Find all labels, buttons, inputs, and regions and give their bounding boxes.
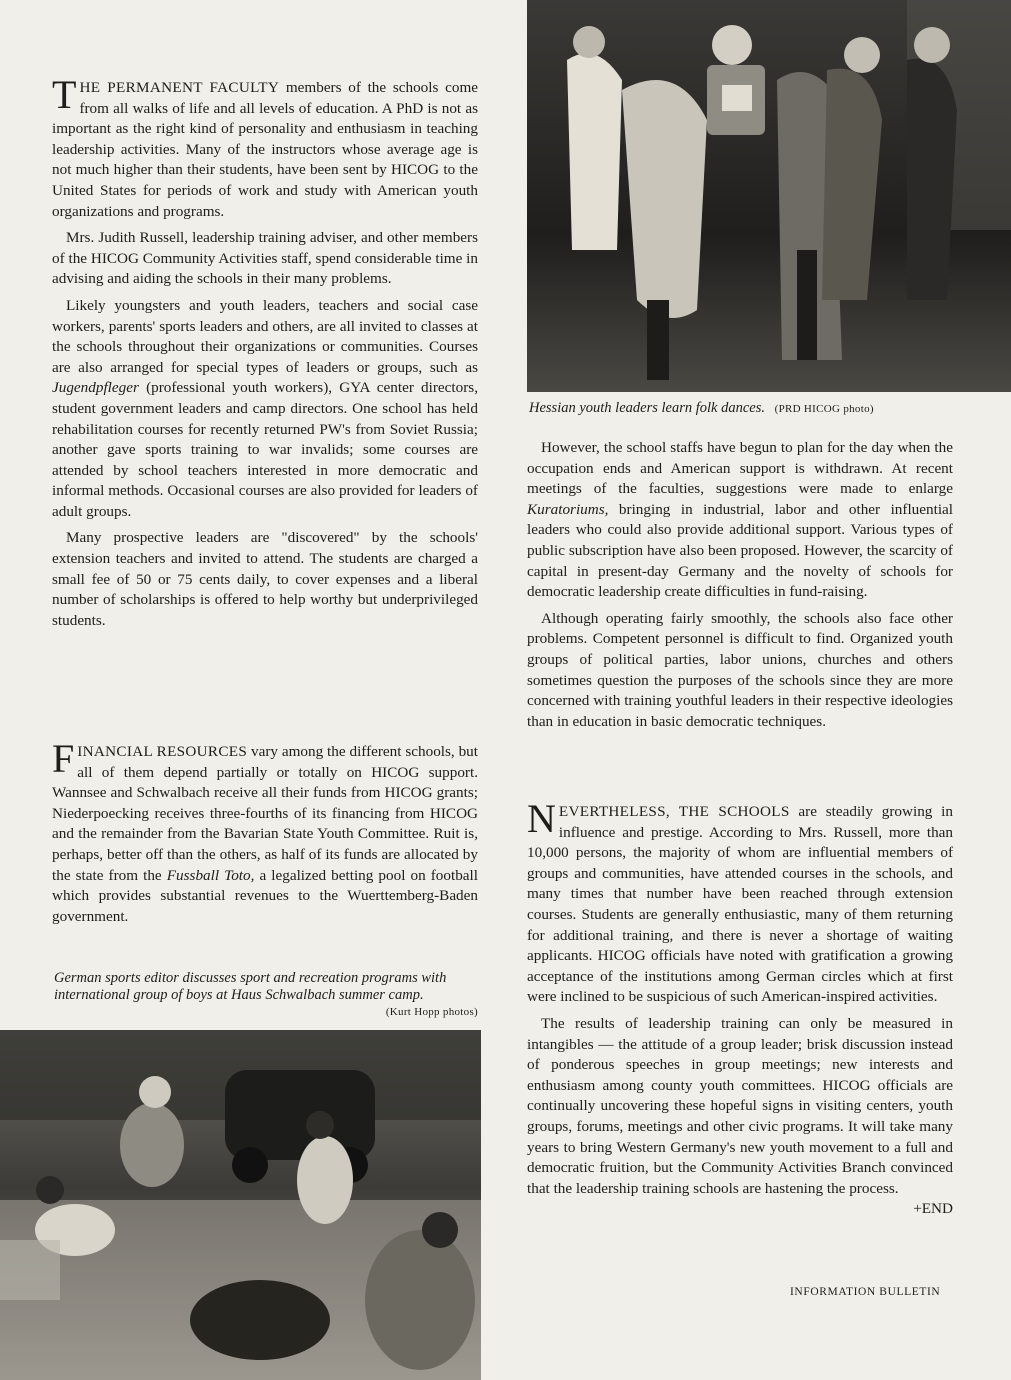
footer-publication: INFORMATION BULLETIN (790, 1286, 941, 1298)
paragraph-financial-resources: FINANCIAL RESOURCES vary among the different schools, but all of them depend partially or totally on HICOG support. Wannsee and Schwalbach receive all their funds from HICOG grants; Niederpoecking receives three-fourths of its financing from HICOG and the remainder from the Bavarian State Youth Committee. Ruit is, perhaps, better off than the others, as half of its funds are allocated by the state from the Fussball Toto, a legalized betting pool on football which provides substantial revenues to the Wuerttemberg-Baden government. (52, 736, 478, 925)
left-column (52, 72, 478, 637)
photo-sports-discussion (0, 1030, 481, 1380)
paragraph-russell: Mrs. Judith Russell, leadership training adviser, and other members of the HICOG Community Activities staff, spend considerable time in advising and aiding the schools in their many problems. (52, 229, 478, 288)
right-column-nevertheless (527, 796, 953, 1220)
end-mark: +END (913, 1200, 953, 1218)
right-photo-caption: Hessian youth leaders learn folk dances. (PRD HICOG photo) (529, 400, 874, 416)
photo-credit: (Kurt Hopp photos) (385, 1006, 478, 1018)
drop-cap: T (52, 72, 77, 117)
photo-credit: (PRD HICOG photo) (774, 403, 874, 415)
photo-sports-discussion-image (0, 1030, 481, 1380)
lead-in: EVERTHELESS, THE SCHOOLS (558, 803, 790, 820)
left-photo-caption: German sports editor discusses sport and recreation programs with international group of boys at Haus Schwalbach summer camp. (Kurt Hopp photos) (54, 970, 478, 1021)
paragraph-other-problems: Although operating fairly smoothly, the schools also face other problems. Competent personnel is difficult to find. Organized youth groups of political parties, labor unions, churches and others sometimes question the purposes of the schools since they are more concerned with training youthful leaders in their respective ideologies than in education in basic democratic techniques. (527, 609, 953, 730)
paragraph-prospective-leaders: Many prospective leaders are "discovered" by the schools' extension teachers and invited to attend. The students are charged a small fee of 50 or 75 cents daily, to cover expenses and a liberal number of scholarships is offered to help worthy but underprivileged students. (52, 529, 478, 629)
left-column-financial (52, 736, 478, 933)
photo-folk-dances (527, 0, 1011, 392)
paragraph-school-staffs: However, the school staffs have begun to plan for the day when the occupation ends and American support is withdrawn. At recent meetings of the faculties, suggestions were made to enlarge Kuratoriums, bringing in industrial, labor and other influential leaders who could also provide additional support. Various types of public subscription have also been proposed. However, the scarcity of capital in present-day Germany and the novelty of schools for democratic leadership create difficulties in fund-raising. (527, 439, 953, 601)
lead-in: INANCIAL RESOURCES (77, 743, 248, 760)
right-column (527, 438, 953, 738)
paragraph-results: The results of leadership training can only be measured in intangibles — the attitude of a group leader; brisk discussion instead of ponderous speeches in group meetings; new interests and enthusiasm among county youth committees. HICOG officials are continually uncovering these hopeful signs in visiting centers, youth groups, forums, meetings and other civic programs. It will take many years to bring Western Germany's new youth movement to a full and democratic fruition, but the Community Activities Branch convinced that the leadership training schools are hastening the process. +END (527, 1014, 953, 1199)
lead-in: HE PERMANENT FACULTY (79, 79, 280, 96)
drop-cap: N (527, 796, 556, 841)
paragraph-courses: Likely youngsters and youth leaders, teachers and social case workers, parents' sports leaders and others, are all invited to classes at the schools throughout their organizations or communities. Courses are also arranged for special types of leaders or groups, such as Jugendpfleger (professional youth workers), GYA center directors, student government leaders and camp directors. One school has held rehabilitation courses for recently returned PW's from Soviet Russia; another gave sports training to war invalids; some courses are attended by school teachers interested in more democratic and informal methods. Occasional courses are also provided for leaders of adult groups. (52, 296, 478, 520)
paragraph-nevertheless: NEVERTHELESS, THE SCHOOLS are steadily growing in influence and prestige. According to Mrs. Russell, more than 10,000 persons, the majority of whom are influential members of groups and communities, have attended courses in the schools, and many times that number have been reached through extension courses. Students are generally enthusiastic, many of them returning for additional training, and there is never a shortage of waiting applicants. HICOG officials have noted with gratification a growing acceptance of the institutions among German circles which at first were inclined to be suspicious of such American-inspired activities. (527, 796, 953, 1006)
paragraph-permanent-faculty: THE PERMANENT FACULTY members of the schools come from all walks of life and all levels of education. A PhD is not as important as the right kind of personality and enthusiasm in teaching leadership activities. Many of the instructors whose average age is not much higher than their students, have been sent by HICOG to the United States for periods of work and study with American youth organizations and programs. (52, 72, 478, 220)
photo-folk-dances-image (527, 0, 1011, 392)
drop-cap: F (52, 736, 75, 781)
